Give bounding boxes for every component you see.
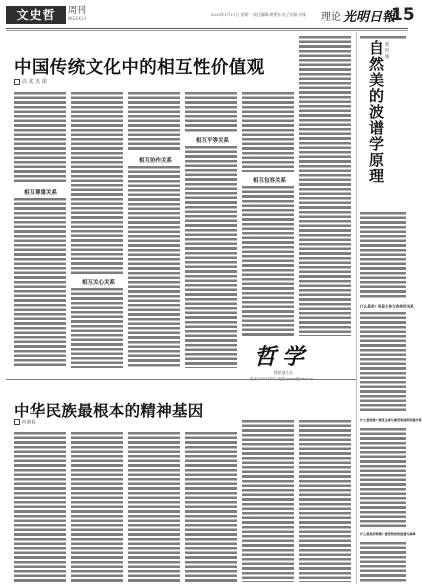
right-subhead-3: 什么是美的物理? 感受物质的波谱与频率	[360, 532, 416, 537]
article1-text-block	[71, 92, 123, 274]
header-rule	[6, 28, 408, 29]
article2-author	[14, 419, 36, 426]
paper-logo: 光明日報	[343, 10, 396, 25]
article2-text-block	[242, 420, 294, 582]
header-rule-thin	[6, 30, 408, 31]
article1-text-block	[128, 166, 180, 368]
article1-author-text: 高 兆 杰 郁	[22, 79, 47, 85]
page-header	[6, 5, 415, 27]
byline-box-icon	[14, 419, 20, 425]
page-number: 15	[391, 5, 415, 25]
article1-text-block	[185, 146, 237, 368]
right-text-block	[360, 542, 406, 582]
article1-text-block	[299, 36, 351, 336]
article1-text-block	[14, 92, 66, 184]
right-subhead-2: 什么是美感? 感受主体与感受客体的和谐关系	[360, 418, 422, 423]
article2-text-block	[185, 432, 237, 582]
philosophy-masthead	[232, 340, 350, 392]
article1-text-block	[185, 92, 237, 132]
zhoukan-label: 周刊	[68, 6, 87, 16]
masthead-org: 理论部主办	[274, 370, 293, 375]
column-rule	[356, 32, 357, 584]
article1-subhead-5: 相互包容关系	[253, 178, 287, 184]
right-text-block	[360, 428, 406, 528]
article1-subhead-1: 相互尊重关系	[24, 190, 58, 196]
article1-text-block	[242, 186, 294, 336]
article1-text-block	[128, 92, 180, 152]
article1-text-block	[14, 198, 66, 368]
article2-title: 中华民族最根本的精神基因	[14, 401, 204, 420]
article2-text-block	[299, 420, 351, 582]
right-article-title: 自然美的波谱学原理	[367, 40, 385, 184]
article1-text-block	[71, 288, 123, 368]
section-name: 理论	[321, 12, 341, 23]
right-text-block	[360, 212, 406, 298]
article-divider	[6, 379, 356, 380]
masthead-title: 哲学	[254, 344, 311, 370]
article1-text-block	[242, 92, 294, 172]
right-article-title-wrap	[366, 40, 406, 184]
weekly-label: WEEKLY	[68, 16, 87, 21]
section-tab: 文史哲	[6, 6, 66, 24]
article1-title: 中国传统文化中的相互性价值观	[14, 58, 265, 78]
right-text-block	[360, 36, 406, 40]
article1-subhead-3: 相互协作关系	[139, 158, 173, 164]
article2-text-block	[71, 432, 123, 582]
article2-author-text: 何满春	[22, 420, 36, 426]
article2-text-block	[128, 432, 180, 582]
article1-author	[14, 78, 47, 85]
date-line: 2013年1月17日 星期一 责任编辑:黄建东 电子信箱:刊部	[211, 12, 307, 17]
byline-box-icon	[14, 79, 20, 85]
article2-text-block	[14, 432, 66, 582]
right-subhead-1: 什么是美? 美是主体与客体的关系	[360, 304, 414, 310]
right-text-block	[360, 312, 406, 412]
right-article-author: 黄 世 瑜	[384, 42, 389, 59]
article1-subhead-4: 相互平等关系	[196, 138, 230, 144]
article1-subhead-2: 相互关心关系	[82, 280, 116, 286]
